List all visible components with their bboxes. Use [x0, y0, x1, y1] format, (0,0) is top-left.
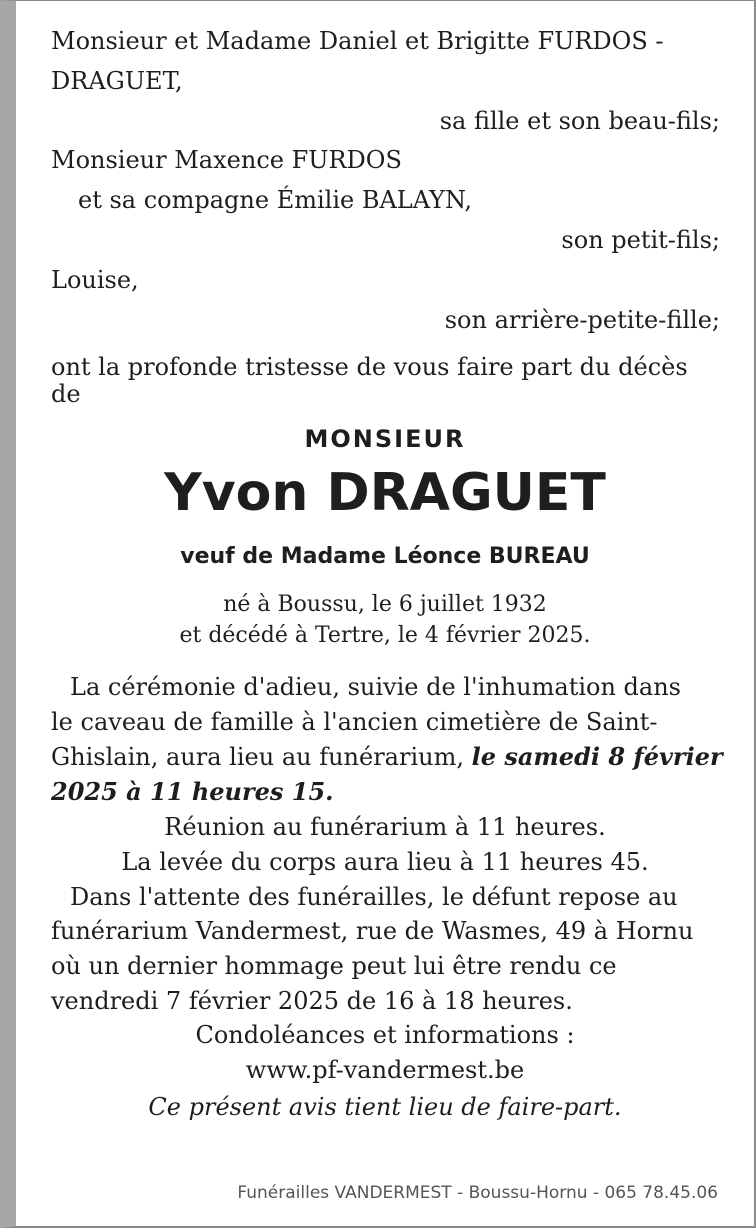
widow-of: veuf de Madame Léonce BUREAU [180, 544, 590, 569]
family-line-1-cont: DRAGUET, [51, 67, 183, 95]
relation-great-granddaughter: son arrière-petite-fille; [444, 306, 720, 334]
footer-funeral-home: Funérailles VANDERMEST - Boussu-Hornu - 065 78.45.06 [237, 1183, 718, 1203]
condolences-label: Condoléances et informations : [195, 1021, 575, 1049]
birth-info: né à Boussu, le 6 juillet 1932 [223, 592, 547, 617]
deceased-title: MONSIEUR [304, 425, 466, 453]
website-link[interactable]: www.pf-vandermest.be [245, 1056, 525, 1084]
relation-daughter: sa fille et son beau-fils; [439, 107, 720, 135]
ceremony-line-3 [51, 741, 723, 773]
deceased-name: Yvon DRAGUET [164, 463, 606, 523]
visitation-line-2: funérarium Vandermest, rue de Wasmes, 49 à Hornu [51, 917, 694, 945]
visitation-line-1: Dans l'attente des funérailles, le défunt repose au [70, 883, 678, 911]
ceremony-line-2: le caveau de famille à l'ancien cimetière de Saint- [51, 708, 658, 736]
death-info: et décédé à Tertre, le 4 février 2025. [179, 623, 591, 648]
levee-info: La levée du corps aura lieu à 11 heures 45. [121, 848, 649, 876]
visitation-line-3: où un dernier hommage peut lui être rendu ce [51, 952, 617, 980]
meeting-info: Réunion au funérarium à 11 heures. [164, 813, 606, 841]
family-line-1: Monsieur et Madame Daniel et Brigitte FURDOS - [51, 27, 664, 55]
ceremony-line-3-text: Ghislain, aura lieu au funérarium, [51, 743, 472, 771]
ceremony-line-1: La cérémonie d'adieu, suivie de l'inhumation dans [70, 673, 681, 701]
ceremony-date: le samedi 8 février [471, 742, 723, 771]
family-line-4: Louise, [51, 266, 139, 294]
ceremony-time: 2025 à 11 heures 15. [51, 777, 334, 806]
relation-grandson: son petit-fils; [561, 226, 720, 254]
visitation-line-4: vendredi 7 février 2025 de 16 à 18 heures. [51, 987, 573, 1015]
announcement-line-2: de [51, 380, 81, 408]
announcement-line-1: ont la profonde tristesse de vous faire part du décès [51, 353, 688, 381]
family-line-3: et sa compagne Émilie BALAYN, [78, 186, 473, 214]
family-line-2: Monsieur Maxence FURDOS [51, 146, 402, 174]
notice-text: Ce présent avis tient lieu de faire-part. [148, 1093, 622, 1121]
